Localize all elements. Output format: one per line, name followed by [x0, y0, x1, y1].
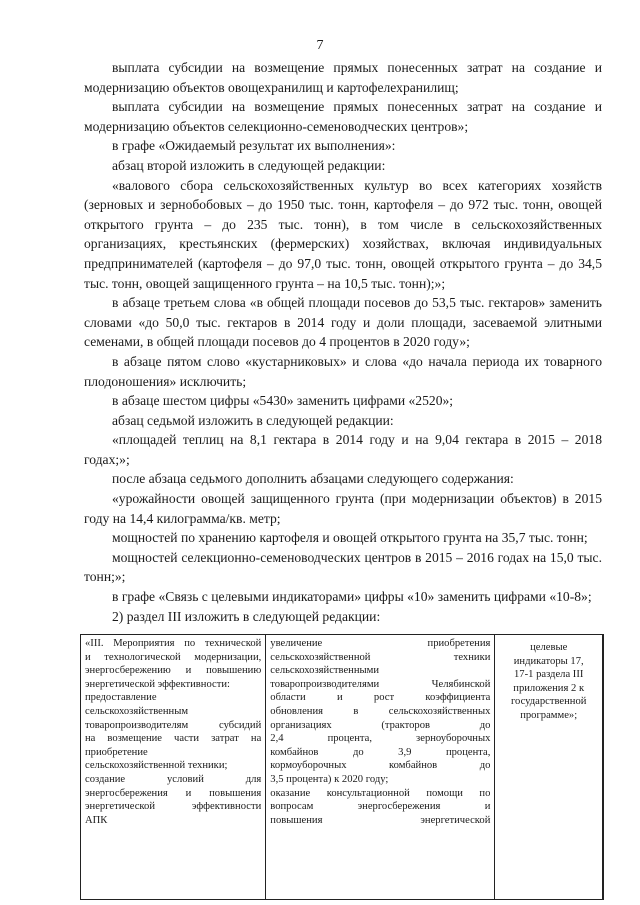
- table-cell-indicators: [495, 635, 603, 899]
- table-cell-line: АПК: [85, 814, 108, 826]
- table-cell-line: обновления в сельскохозяйственных: [270, 705, 491, 717]
- table-cell-line: создание условий для: [85, 773, 262, 785]
- paragraph: в абзаце пятом слово «кустарниковых» и слова «до начала периода их товарного плодоношения» исключить;: [84, 353, 602, 389]
- table-cell-line: приложения 2 к: [513, 682, 585, 694]
- table-cell-line: товаропроизводителям субсидий: [85, 719, 262, 731]
- paragraph: абзац второй изложить в следующей редакции:: [112, 157, 386, 173]
- section-table: [80, 634, 604, 900]
- table-cell-line: целевые: [530, 642, 568, 653]
- table-cell-line: программе»;: [520, 709, 578, 721]
- table-cell-line: 17-1 раздела III: [514, 669, 584, 681]
- paragraph: «площадей теплиц на 8,1 гектара в 2014 году и на 9,04 гектара в 2015 – 2018 годах;»;: [84, 432, 602, 467]
- table-cell-line: «III. Мероприятия по технической: [85, 638, 262, 649]
- page-number: 7: [316, 38, 324, 53]
- table-cell-line: сельскохозяйственным: [85, 705, 189, 717]
- paragraph: мощностей по хранению картофеля и овощей открытого грунта на 35,7 тыс. тонн;: [112, 530, 588, 546]
- table-cell-line: сельскохозяйственной техники: [270, 651, 491, 663]
- table-cell-line: сельскохозяйственной техники;: [85, 760, 228, 772]
- table-cell-line: индикаторы 17,: [513, 655, 584, 667]
- table-cell-line: области и рост коэффициента: [270, 692, 491, 704]
- paragraph: выплата субсидии на возмещение прямых понесенных затрат на создание и модернизацию объектов селекционно-семеноводческих центров»;: [84, 99, 602, 134]
- paragraph: в графе «Связь с целевыми индикаторами» цифры «10» заменить цифрами «10-8»;: [112, 589, 592, 605]
- paragraph: абзац седьмой изложить в следующей редакции:: [112, 412, 394, 428]
- table-cell-line: и технологической модернизации,: [85, 651, 262, 663]
- paragraph: мощностей селекционно-семеноводческих центров в 2015 – 2016 годах на 15,0 тыс. тонн;»;: [84, 549, 602, 585]
- paragraph: в абзаце третьем слова «в общей площади посевов до 53,5 тыс. гектаров» заменить словами «до 50,0 тыс. гектаров в 2014 году и доли площади, засеваемой элитными семенами, в общей площади посевов до 4 процентов в 2020 году»;: [84, 295, 602, 350]
- table-cell-line: 3,5 процента) к 2020 году;: [270, 773, 389, 785]
- table-cell-line: увеличение приобретения: [270, 638, 491, 649]
- table-cell-line: комбайнов до 3,9 процента,: [270, 746, 491, 758]
- table-cell-line: повышения энергетической: [270, 814, 491, 826]
- document-body: [84, 58, 602, 626]
- table-cell-results: [266, 635, 495, 899]
- table-cell-measures: [81, 635, 266, 899]
- table-cell-line: 2,4 процента, зерноуборочных: [270, 733, 491, 745]
- table-cell-line: государственной: [510, 696, 587, 708]
- table-cell-line: кормоуборочных комбайнов до: [270, 760, 491, 772]
- table-cell-line: приобретение: [85, 746, 148, 758]
- paragraph: «валового сбора сельскохозяйственных культур во всех категориях хозяйств (зерновых и зернобобовых – до 1950 тыс. тонн, картофеля – до 972 тыс. тонн, овощей открытого грунта – до 235 тыс. тонн), в том числе в сельскохозяйственных организациях, крестьянских (фермерских) хозяйствах, включая индивидуальных предпринимателей (картофеля – до 97,0 тыс. тонн, овощей открытого грунта – до 34,5 тыс. тонн, овощей защищенного грунта – на 10,5 тыс. тонн);»;: [84, 177, 602, 291]
- paragraph: в графе «Ожидаемый результат их выполнения»:: [112, 138, 396, 154]
- table-cell-line: оказание консультационной помощи по: [270, 787, 491, 799]
- paragraph: 2) раздел III изложить в следующей редакции:: [112, 608, 381, 624]
- paragraph: «урожайности овощей защищенного грунта (при модернизации объектов) в 2015 году на 14,4 килограмма/кв. метр;: [84, 491, 602, 526]
- table-cell-line: энергосбережения и повышения: [85, 787, 262, 799]
- table-cell-line: организациях (тракторов до: [270, 719, 491, 731]
- paragraph: в абзаце шестом цифры «5430» заменить цифрами «2520»;: [112, 393, 454, 409]
- paragraph: после абзаца седьмого дополнить абзацами следующего содержания:: [112, 471, 514, 487]
- table-cell-line: товаропроизводителями Челябинской: [270, 678, 491, 690]
- table-cell-line: сельскохозяйственными: [270, 665, 379, 677]
- table-cell-line: вопросам энергосбережения и: [270, 801, 491, 813]
- table-cell-line: на возмещение части затрат на: [85, 733, 262, 745]
- paragraph: выплата субсидии на возмещение прямых понесенных затрат на создание и модернизацию объектов овощехранилищ и картофелехранилищ;: [84, 60, 602, 95]
- table-cell-line: энергосбережению и повышению: [85, 665, 262, 677]
- table-cell-line: энергетической эффективности: [85, 801, 262, 813]
- table-cell-line: энергетической эффективности:: [85, 678, 230, 690]
- table-cell-line: предоставление: [85, 692, 157, 704]
